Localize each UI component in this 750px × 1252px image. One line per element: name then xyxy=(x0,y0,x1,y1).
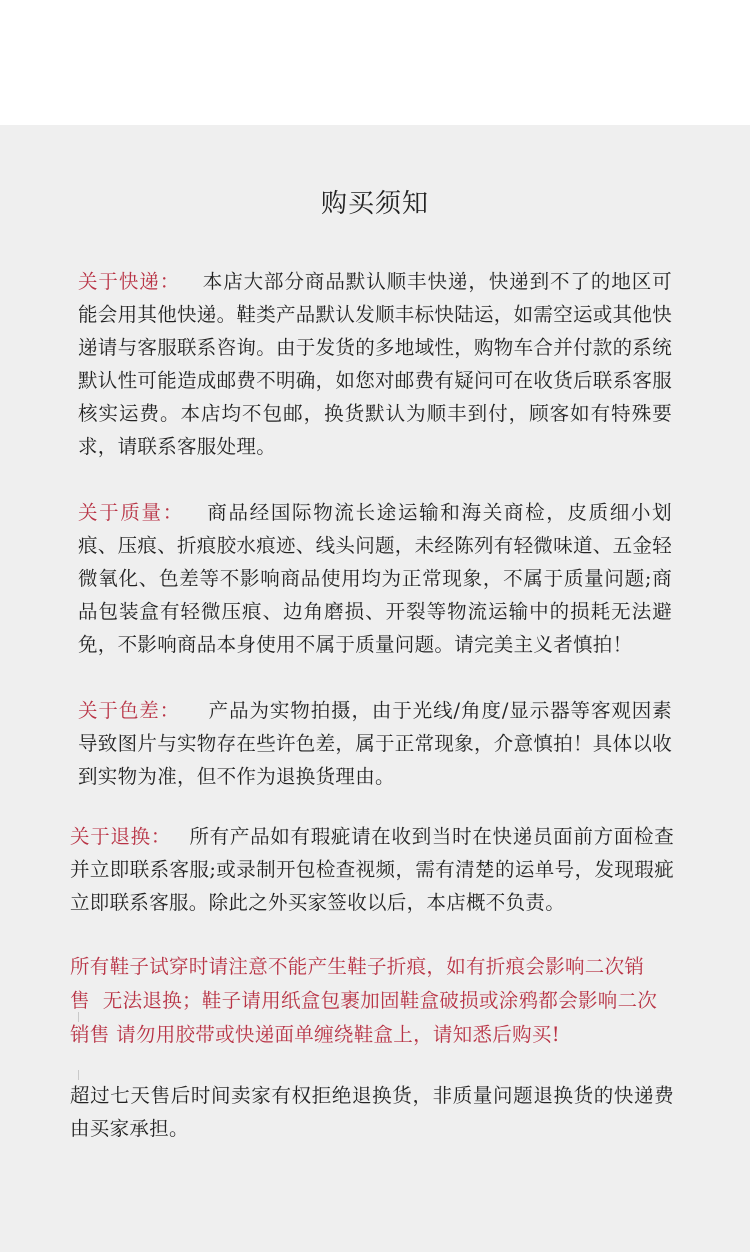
after-sale-text: 超过七天售后时间卖家有权拒绝退换货，非质量问题退换货的快递费由买家承担。 xyxy=(70,1084,674,1140)
shoe-warning-line-3: 销售 请勿用胶带或快递面单缠绕鞋盒上，请知悉后购买! xyxy=(70,1023,560,1046)
section-returns-label: 关于退换： xyxy=(70,825,172,848)
section-returns xyxy=(70,820,674,919)
section-quality-label: 关于质量： xyxy=(78,501,184,524)
section-color-label: 关于色差： xyxy=(78,699,181,722)
section-color xyxy=(78,694,672,793)
stray-mark xyxy=(78,1012,79,1022)
section-express-label: 关于快递： xyxy=(78,270,181,293)
shoe-warning-line-1: 所有鞋子试穿时请注意不能产生鞋子折痕，如有折痕会影响二次销 xyxy=(70,955,645,978)
after-sale-note xyxy=(70,1079,674,1145)
purchase-notice-panel xyxy=(0,125,750,1252)
section-express xyxy=(78,265,672,463)
shoe-warning xyxy=(70,950,674,1052)
top-blank-band xyxy=(0,0,750,125)
section-returns-text: 所有产品如有瑕疵请在收到当时在快递员面前方面检查并立即联系客服;或录制开包检查视频，需有清楚的运单号，发现瑕疵立即联系客服。除此之外买家签收以后，本店概不负责。 xyxy=(70,825,674,914)
section-color-text: 产品为实物拍摄，由于光线/角度/显示器等客观因素导致图片与实物存在些许色差，属于正常现象，介意慎拍！具体以收到实物为准，但不作为退换货理由。 xyxy=(78,699,673,788)
section-express-text: 本店大部分商品默认顺丰快递，快递到不了的地区可能会用其他快递。鞋类产品默认发顺丰标快陆运，如需空运或其他快递请与客服联系咨询。由于发货的多地域性，购物车合并付款的系统默认性可能造成邮费不明确，如您对邮费有疑问可在收货后联系客服核实运费。本店均不包邮，换货默认为顺丰到付，顾客如有特殊要求，请联系客服处理。 xyxy=(78,270,673,458)
page-title: 购买须知 xyxy=(320,189,429,219)
section-quality xyxy=(78,496,672,661)
shoe-warning-line-2: 售 无法退换；鞋子请用纸盒包裹加固鞋盒破损或涂鸦都会影响二次 xyxy=(70,989,658,1012)
section-quality-text: 商品经国际物流长途运输和海关商检，皮质细小划痕、压痕、折痕胶水痕迹、线头问题，未经陈列有轻微味道、五金轻微氧化、色差等不影响商品使用均为正常现象，不属于质量问题;商品包装盒有轻微压痕、边角磨损、开裂等物流运输中的损耗无法避免，不影响商品本身使用不属于质量问题。请完美主义者慎拍！ xyxy=(78,501,673,656)
